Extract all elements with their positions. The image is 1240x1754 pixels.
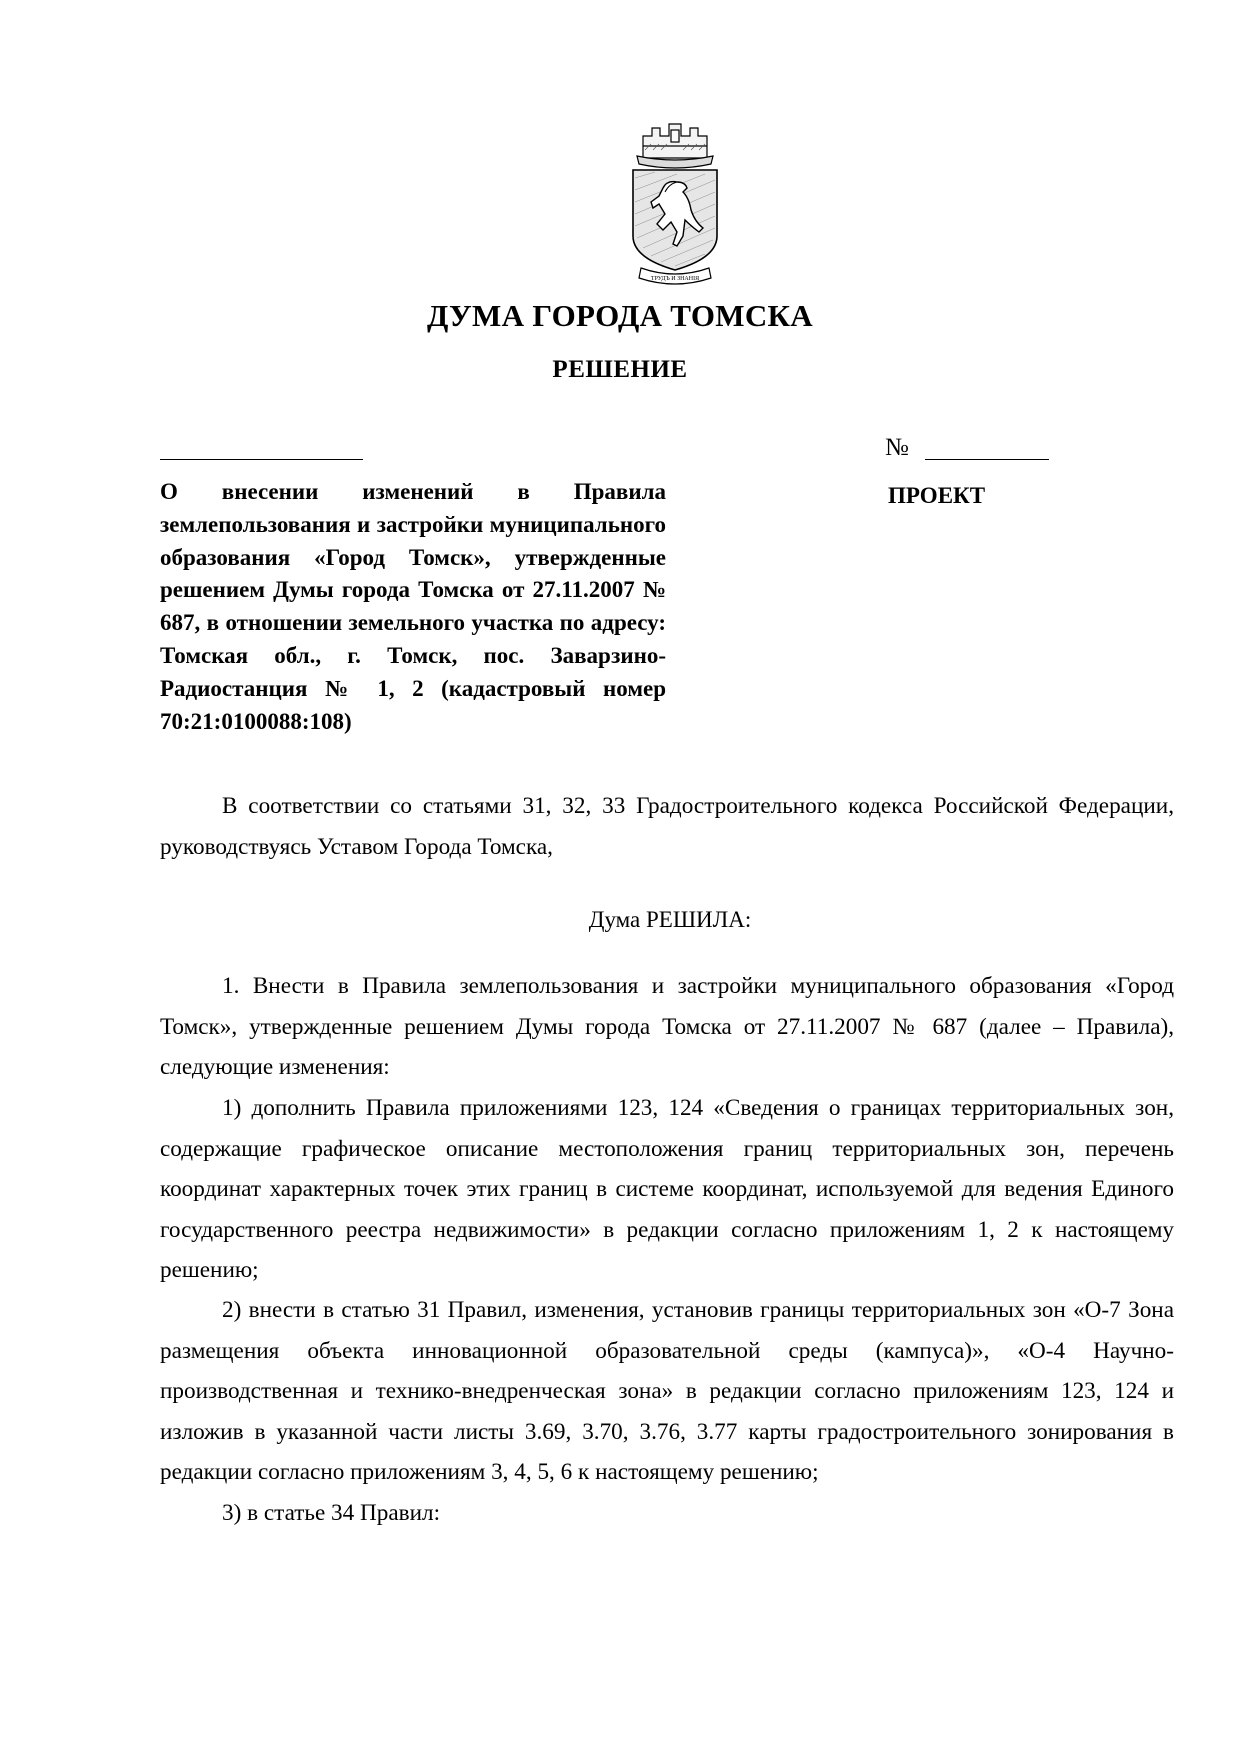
date-blank-line — [160, 459, 363, 460]
coat-of-arms-emblem — [625, 118, 725, 293]
organization-title: ДУМА ГОРОДА ТОМСКА — [427, 298, 813, 333]
status-label: ПРОЕКТ — [888, 483, 986, 508]
paragraph-1-item-1: 1) дополнить Правила приложениями 123, 124 «Сведения о границах территориальных зон, содержащие графическое описание местоположения границ территориальных зон, перечень координат характерных точек этих границ в системе координат, используемой для ведения Единого государственного реестра недвижимости» в редакции согласно приложениям 1, 2 к настоящему решению; — [160, 1095, 1174, 1283]
paragraph-1-item-3: 3) в статье 34 Правил: — [222, 1500, 441, 1526]
number-label: № — [885, 434, 909, 461]
preamble-paragraph: В соответствии со статьями 31, 32, 33 Градостроительного кодекса Российской Федерации, руководствуясь Уставом Города Томска, — [160, 793, 1174, 860]
number-blank-line — [925, 459, 1049, 460]
document-type: РЕШЕНИЕ — [552, 356, 688, 383]
decided-heading: Дума РЕШИЛА: — [588, 907, 752, 932]
paragraph-1: 1. Внести в Правила землепользования и застройки муниципального образования «Город Томск», утвержденные решением Думы города Томска от 27.11.2007 № 687 (далее – Правила), следующие изменения: — [160, 973, 1174, 1080]
decision-subject: О внесении изменений в Правила землепользования и застройки муниципального образования «Город Томск», утвержденные решением Думы города Томска от 27.11.2007 № 687, в отношении земельного участка по адресу: Томская обл., г. Томск, пос. Заварзино-Радиостанция № 1, 2 (кадастровый номер 70:21:0100088:108) — [160, 479, 666, 734]
emblem-motto: ТРУДЪ И ЗНАНIЯ — [650, 276, 700, 282]
paragraph-1-item-2: 2) внести в статью 31 Правил, изменения, установив границы территориальных зон «О-7 Зона размещения объекта инновационной образовательной среды (кампуса)», «О-4 Научно-производственная и технико-внедренческая зона» в редакции согласно приложениям 123, 124 и изложив в указанной части листы 3.69, 3.70, 3.76, 3.77 карты градостроительного зонирования в редакции согласно приложениям 3, 4, 5, 6 к настоящему решению; — [160, 1297, 1174, 1485]
